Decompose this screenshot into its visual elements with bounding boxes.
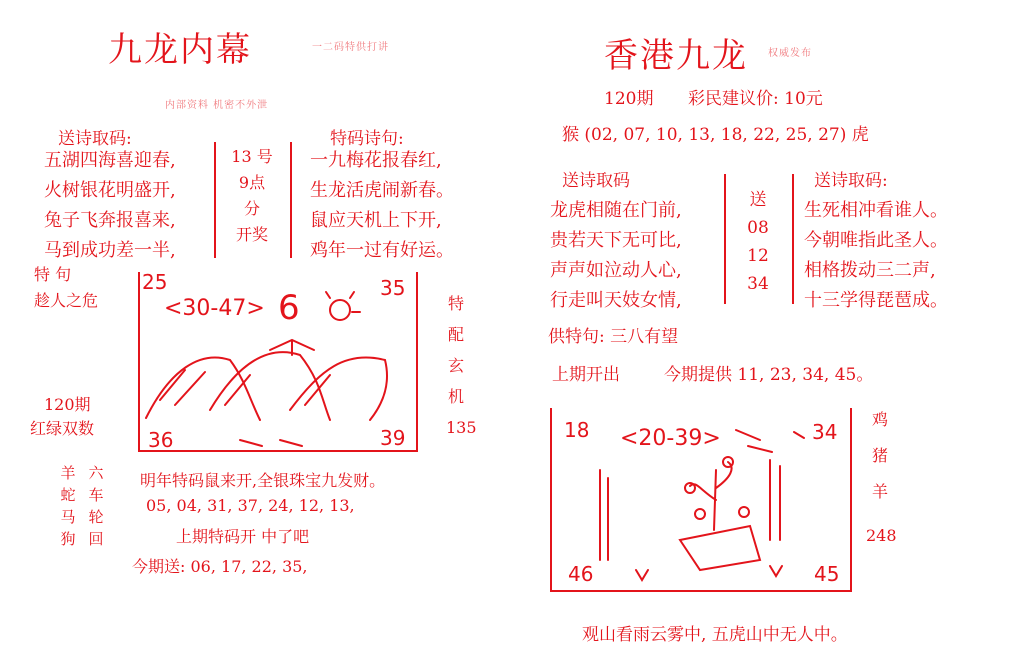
send-line-2: 08 — [747, 218, 769, 238]
send-line-3: 12 — [747, 246, 769, 266]
left-poem-line-2: 火树银花明盛开, — [44, 180, 176, 201]
right-side-char-1: 鸡 — [871, 410, 888, 429]
left-poem-heading: 送诗取码: — [58, 129, 132, 149]
left-subtitle: 一二码特供打讲 — [312, 42, 389, 53]
mountain-sketch — [146, 292, 387, 446]
left-issue-sub: 红绿双数 — [30, 419, 95, 438]
special-poem-line-2: 生龙活虎闹新春。 — [310, 180, 454, 201]
right-side-char-2: 猪 — [871, 446, 888, 465]
right-price: 彩民建议价: 10元 — [688, 89, 823, 109]
left-chart-big-digit: 6 — [278, 288, 300, 328]
tejv-heading: 特 句 — [34, 265, 72, 284]
bottom-line-4: 今期送: 06, 17, 22, 35, — [132, 557, 308, 576]
zodiac-2: 蛇 — [60, 486, 76, 504]
left-chart-range: <30-47> — [164, 296, 265, 321]
right-issue: 120期 — [604, 89, 654, 109]
right-poem2-line-1: 生死相冲看谁人。 — [804, 200, 948, 221]
bottom-line-2: 05, 04, 31, 37, 24, 12, 13, — [146, 496, 355, 515]
special-poem-line-3: 鼠应天机上下开, — [310, 210, 442, 231]
wheel-2: 车 — [88, 486, 104, 504]
right-poem2-line-3: 相格拨动三二声, — [804, 260, 936, 281]
left-side-number: 135 — [446, 418, 477, 437]
right-poem-line-2: 贵若天下无可比, — [550, 230, 682, 251]
bottom-line-3: 上期特码开 中了吧 — [176, 527, 310, 546]
draw-time-line-3: 分 — [243, 199, 260, 218]
side-char-3: 玄 — [447, 356, 464, 375]
draw-time-line-4: 开奖 — [235, 225, 268, 244]
side-char-1: 特 — [447, 294, 464, 313]
zodiac-4: 狗 — [60, 530, 76, 548]
right-title: 香港九龙 — [604, 36, 748, 76]
zodiac-1: 羊 — [60, 464, 76, 482]
right-side-char-3: 羊 — [871, 482, 888, 501]
right-chart-range: <20-39> — [620, 426, 721, 451]
special-poem-line-1: 一九梅花报春红, — [310, 150, 442, 171]
tejv-text: 趁人之危 — [34, 291, 99, 310]
left-chart-corner-bl: 36 — [148, 428, 174, 452]
wheel-3: 轮 — [88, 508, 104, 526]
wheel-1: 六 — [88, 464, 104, 482]
send-line-1: 送 — [749, 190, 767, 210]
left-poem-line-1: 五湖四海喜迎春, — [44, 150, 176, 171]
left-chart-corner-tr: 35 — [380, 276, 406, 300]
right-chart-corner-br: 45 — [814, 562, 840, 586]
special-poem-line-4: 鸡年一过有好运。 — [310, 240, 454, 261]
left-poem-line-3: 兔子飞奔报喜来, — [44, 210, 176, 231]
draw-time-line-2: 9点 — [238, 173, 266, 192]
draw-time-line-1: 13 号 — [231, 147, 273, 166]
right-poem-line-4: 行走叫天妓女情, — [550, 290, 682, 311]
send-line-4: 34 — [747, 274, 769, 294]
monkey-line: 猴 (02, 07, 10, 13, 18, 22, 25, 27) 虎 — [562, 125, 869, 145]
right-side-number: 248 — [866, 526, 897, 545]
right-poem2-line-4: 十三学得琵琶成。 — [804, 290, 948, 311]
left-poem-line-4: 马到成功差一半, — [44, 240, 176, 261]
side-char-2: 配 — [447, 325, 464, 344]
bottom-line-1: 明年特码鼠来开,全银珠宝九发财。 — [140, 471, 386, 490]
right-chart-corner-tr: 34 — [812, 420, 838, 444]
right-poem-heading: 送诗取码 — [562, 171, 630, 191]
wheel-4: 回 — [88, 530, 104, 548]
left-title: 九龙内幕 — [108, 30, 252, 70]
last-open: 上期开出 — [552, 365, 620, 385]
right-chart-corner-bl: 46 — [568, 562, 594, 586]
right-poem2-line-2: 今朝唯指此圣人。 — [804, 230, 948, 251]
zodiac-3: 马 — [60, 508, 76, 526]
right-poem-heading-left: 特码诗句: — [330, 129, 404, 149]
flower-sketch — [600, 430, 804, 580]
provide-line: 今期提供 11, 23, 34, 45。 — [664, 365, 874, 385]
left-chart-corner-tl: 25 — [142, 270, 168, 294]
left-faint-line: 内部资料 机密不外泄 — [165, 100, 269, 111]
right-poem-heading-2: 送诗取码: — [814, 171, 888, 191]
right-poem-line-3: 声声如泣动人心, — [550, 260, 682, 281]
right-chart-corner-tl: 18 — [564, 418, 590, 442]
right-poem-line-1: 龙虎相随在门前, — [550, 200, 682, 221]
side-char-4: 机 — [447, 387, 464, 406]
special-line: 供特句: 三八有望 — [548, 327, 679, 347]
left-issue-label: 120期 — [44, 395, 91, 414]
right-footer: 观山看雨云雾中, 五虎山中无人中。 — [582, 625, 848, 645]
left-chart-corner-br: 39 — [380, 426, 406, 450]
right-title-faint: 权威发布 — [768, 48, 812, 59]
